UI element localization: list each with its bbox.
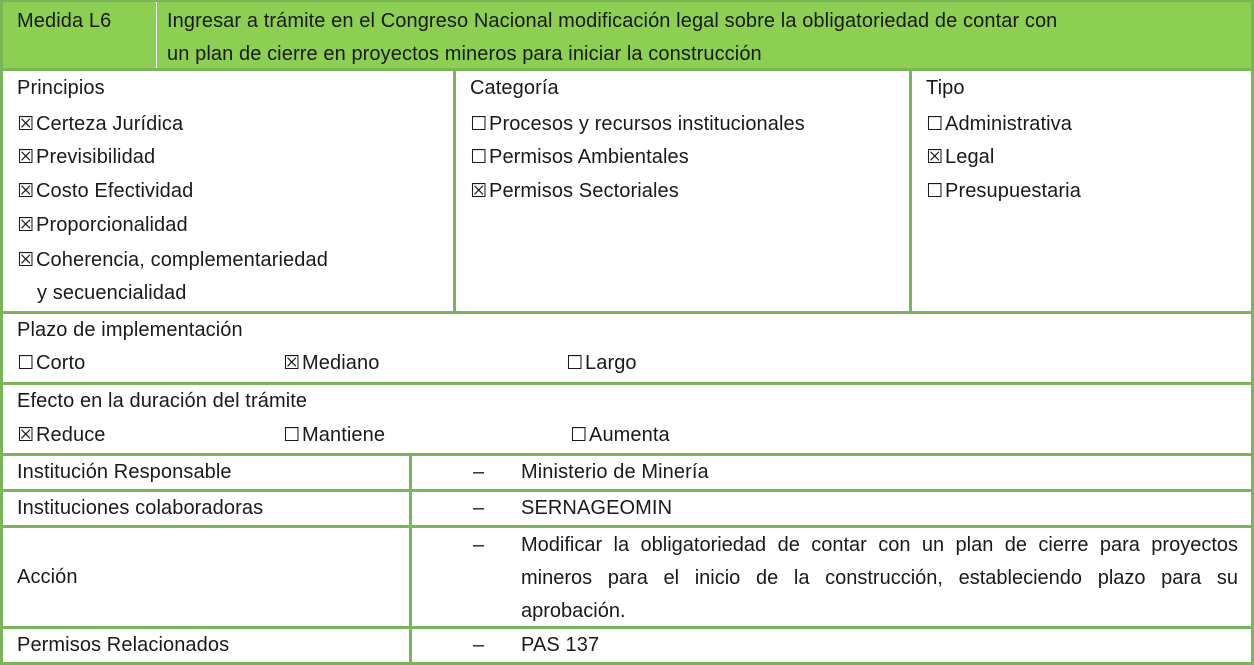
checkbox-checked-icon: ☒	[17, 215, 35, 236]
checkbox-unchecked-icon: ☐	[283, 425, 301, 446]
dash-bullet: –	[473, 634, 485, 656]
checkbox-unchecked-icon: ☐	[926, 114, 944, 135]
principios-continuation: y secuencialidad	[37, 282, 187, 304]
checkbox-previsibilidad[interactable]: ☒Previsibilidad	[17, 141, 155, 174]
efecto-label: Efecto en la duración del trámite	[17, 390, 308, 412]
row-divider	[0, 68, 1254, 71]
dash-bullet: –	[473, 461, 485, 483]
checkbox-legal[interactable]: ☒Legal	[926, 141, 994, 174]
checkbox-checked-icon: ☒	[17, 425, 35, 446]
checkbox-checked-icon: ☒	[283, 353, 301, 374]
plazo-label: Plazo de implementación	[17, 319, 243, 341]
measure-title-line-2: un plan de cierre en proyectos mineros para iniciar la construcción	[167, 43, 762, 65]
dash-bullet: –	[473, 534, 485, 556]
checkbox-unchecked-icon: ☐	[17, 353, 35, 374]
checkbox-aumenta[interactable]: ☐Aumenta	[570, 419, 670, 452]
principios-label: Principios	[17, 77, 105, 99]
detail-value-permisos: PAS 137	[521, 634, 600, 656]
row-divider	[0, 525, 1254, 528]
checkbox-unchecked-icon: ☐	[470, 114, 488, 135]
detail-value-colaboradoras: SERNAGEOMIN	[521, 497, 673, 519]
detail-value-accion: Modificar la obligatoriedad de contar con un plan de cierre para proyectos mineros para el inicio de la construcción, estableciendo plazo para su aprobación.	[521, 534, 1238, 622]
checkbox-checked-icon: ☒	[17, 250, 35, 271]
checkbox-largo[interactable]: ☐Largo	[566, 347, 637, 380]
checkbox-coherencia[interactable]: ☒Coherencia, complementariedad	[17, 244, 328, 277]
measure-code: Medida L6	[17, 10, 112, 32]
measure-title-line-1: Ingresar a trámite en el Congreso Nacional modificación legal sobre la obligatoriedad de contar con	[167, 10, 1058, 32]
detail-label-responsable: Institución Responsable	[17, 461, 232, 483]
col-divider	[409, 455, 412, 665]
checkbox-checked-icon: ☒	[926, 147, 944, 168]
checkbox-corto[interactable]: ☐Corto	[17, 347, 85, 380]
checkbox-presupuestaria[interactable]: ☐Presupuestaria	[926, 175, 1081, 208]
left-border	[0, 0, 3, 665]
top-border	[0, 0, 1254, 2]
checkbox-administrativa[interactable]: ☐Administrativa	[926, 108, 1072, 141]
checkbox-checked-icon: ☒	[17, 181, 35, 202]
detail-value-responsable: Ministerio de Minería	[521, 461, 709, 483]
header-divider	[156, 2, 157, 68]
checkbox-unchecked-icon: ☐	[566, 353, 584, 374]
dash-bullet: –	[473, 497, 485, 519]
tipo-label: Tipo	[926, 77, 965, 99]
col-divider	[453, 70, 456, 313]
checkbox-unchecked-icon: ☐	[926, 181, 944, 202]
checkbox-unchecked-icon: ☐	[570, 425, 588, 446]
checkbox-mantiene[interactable]: ☐Mantiene	[283, 419, 385, 452]
checkbox-reduce[interactable]: ☒Reduce	[17, 419, 106, 452]
checkbox-proporcionalidad[interactable]: ☒Proporcionalidad	[17, 209, 188, 242]
col-divider	[909, 70, 912, 313]
checkbox-costo-efectividad[interactable]: ☒Costo Efectividad	[17, 175, 193, 208]
detail-label-accion: Acción	[17, 566, 78, 588]
detail-label-colaboradoras: Instituciones colaboradoras	[17, 497, 264, 519]
detail-label-permisos: Permisos Relacionados	[17, 634, 230, 656]
categoria-label: Categoría	[470, 77, 559, 99]
checkbox-certeza-juridica[interactable]: ☒Certeza Jurídica	[17, 108, 183, 141]
checkbox-checked-icon: ☒	[470, 181, 488, 202]
checkbox-procesos-recursos[interactable]: ☐Procesos y recursos institucionales	[470, 108, 805, 141]
checkbox-permisos-ambientales[interactable]: ☐Permisos Ambientales	[470, 141, 689, 174]
checkbox-mediano[interactable]: ☒Mediano	[283, 347, 379, 380]
checkbox-unchecked-icon: ☐	[470, 147, 488, 168]
checkbox-checked-icon: ☒	[17, 114, 35, 135]
checkbox-checked-icon: ☒	[17, 147, 35, 168]
checkbox-permisos-sectoriales[interactable]: ☒Permisos Sectoriales	[470, 175, 679, 208]
